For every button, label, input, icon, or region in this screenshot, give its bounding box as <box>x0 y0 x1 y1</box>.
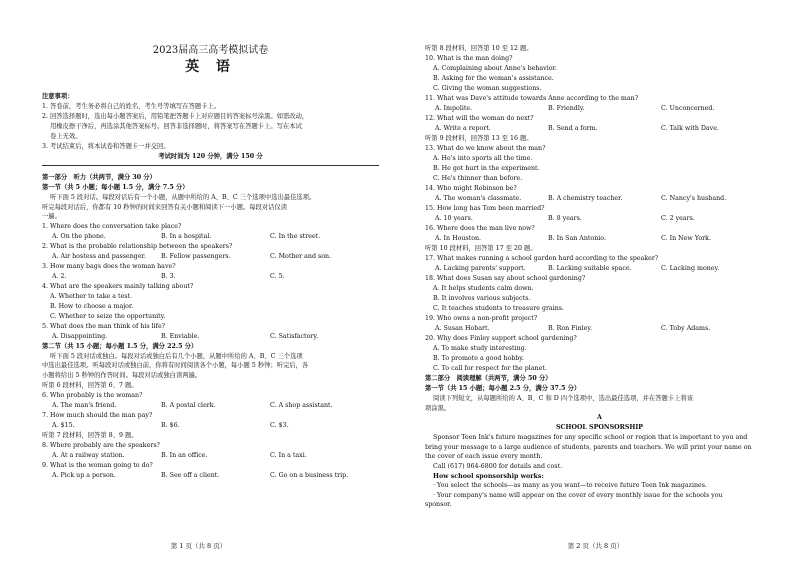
option: B. 8 years. <box>548 215 582 222</box>
material-heading: 听第 8 段材料，回答第 10 至 12 题。 <box>425 45 533 52</box>
passage-letter: A <box>597 414 602 422</box>
options-row <box>42 232 379 242</box>
note-line: 3. 考试结束后，将本试卷和答题卡一并交回。 <box>42 143 170 150</box>
instruction-line: 阅读下列短文，从每题所给的 A、B、C 和 D 四个选项中，选出最佳选项，并在答题卡上将该 <box>433 395 694 402</box>
page-footer: 第 2 页（共 8 页） <box>567 542 624 550</box>
options-row <box>425 324 774 334</box>
option: B. $6. <box>161 421 180 429</box>
question: 8. Where probably are the speakers? <box>42 441 160 449</box>
options-row <box>425 124 774 134</box>
option: C. Giving the woman suggestions. <box>433 85 542 92</box>
option: C. Whether to seize the opportunity. <box>50 312 166 320</box>
option: B. In an office. <box>161 451 208 459</box>
question: 20. Why does Finley support school gardening? <box>425 335 577 342</box>
option: B. Lacking suitable space. <box>548 265 632 272</box>
instruction-line: 一遍。 <box>42 213 61 221</box>
option: B. Fellow passengers. <box>161 252 231 260</box>
option: C. In New York. <box>661 235 711 242</box>
option: C. In the street. <box>270 232 321 240</box>
question: 3. How many bags does the woman have? <box>42 262 176 270</box>
section-heading: 第一节（共 15 小题；每小题 2.5 分，满分 37.5 分） <box>425 385 581 392</box>
question: 14. Who might Robinson be? <box>425 185 517 192</box>
question: 16. Where does the man live now? <box>425 225 535 232</box>
passage-line: bring your message to a large audience of students, parents and teachers. We will print your name on <box>425 443 752 451</box>
exam-title: 2023届高三高考模拟试卷 <box>152 45 269 56</box>
part-heading: 第二部分 阅读理解（共两节，满分 50 分） <box>425 375 552 382</box>
question: 10. What is the man doing? <box>425 55 513 62</box>
option: A. 10 years. <box>435 215 473 222</box>
option: A. Lacking parents' support. <box>435 265 526 272</box>
page-2 <box>397 0 794 562</box>
section-heading: 第二节（共 15 小题；每小题 1.5 分，满分 22.5 分） <box>42 342 198 350</box>
options-row <box>425 234 774 244</box>
option: B. Send a form. <box>548 125 598 132</box>
question: 15. How long has Tom been married? <box>425 205 545 212</box>
options-row <box>425 214 774 224</box>
time-line: 考试时间为 120 分钟，满分 150 分 <box>158 153 263 160</box>
option: B. To promote a good hobby. <box>433 355 525 362</box>
question: 18. What does Susan say about school gardening? <box>425 275 586 282</box>
options-row <box>42 332 379 342</box>
option: A. He's into sports all the time. <box>433 155 533 162</box>
page-footer: 第 1 页（共 8 页） <box>170 542 227 550</box>
question: 1. Where does the conversation take place? <box>42 222 182 230</box>
options-row <box>42 451 379 461</box>
question: 11. What was Dave's attitude towards Anne according to the man? <box>425 95 639 102</box>
option: C. It teaches students to treasure grains. <box>433 305 565 312</box>
material-heading: 听第 10 段材料，回答第 17 至 20 题。 <box>425 245 537 252</box>
option: A. The man's friend. <box>52 401 117 409</box>
passage-line: sponsor. <box>425 501 452 509</box>
options-row <box>42 272 379 282</box>
option: C. He's thinner than before. <box>433 175 523 182</box>
question: 4. What are the speakers mainly talking about? <box>42 282 194 290</box>
option: C. Mother and son. <box>270 252 332 260</box>
option: A. Pick up a person. <box>52 471 116 479</box>
option: B. How to choose a major. <box>50 302 134 310</box>
question: 7. How much should the man pay? <box>42 411 153 419</box>
divider <box>42 165 379 166</box>
option: B. Enviable. <box>161 332 200 340</box>
question: 19. Who owns a non-profit project? <box>425 315 538 322</box>
option: C. To call for respect for the planet. <box>433 365 547 372</box>
option: C. Talk with Dave. <box>661 125 719 132</box>
options-row <box>425 104 774 114</box>
option: B. He got hurt in the experiment. <box>433 165 540 172</box>
question: 17. What makes running a school garden hard according to the speaker? <box>425 255 659 262</box>
option: B. Friendly. <box>548 105 585 112</box>
question: 6. Who probably is the woman? <box>42 391 143 399</box>
instruction-line: 听下面 5 段对话。每段对话后有一个小题，从题中所给的 A、B、C 三个选项中选出最佳选项。 <box>50 194 316 201</box>
option: A. At a railway station. <box>52 451 125 459</box>
instruction-line: 项涂黑。 <box>425 404 451 412</box>
material-heading: 听第 6 段材料，回答第 6、7 题。 <box>42 381 138 389</box>
option: C. In a taxi. <box>270 451 307 459</box>
part-heading: 第一部分 听力（共两节，满分 30 分） <box>42 174 156 181</box>
instruction-line: 听完每段对话后，你都有 10 秒钟的时间来回答有关小题和阅读下一小题。每段对话仅读 <box>42 203 288 211</box>
option: A. Impolite. <box>435 105 473 112</box>
option: A. 2. <box>52 272 67 280</box>
instruction-line: 小题将给出 5 秒钟的作答时间。每段对话或独白读两遍。 <box>42 371 202 379</box>
option: C. 2 years. <box>661 215 695 222</box>
option: C. Lacking money. <box>661 265 720 272</box>
option: C. Go on a business trip. <box>270 471 349 479</box>
option: C. $3. <box>270 421 289 429</box>
passage-line: · Your company's name will appear on the cover of every monthly issue for the schools you <box>433 491 723 499</box>
option: B. It involves various subjects. <box>433 295 531 302</box>
passage-title: SCHOOL SPONSORSHIP <box>555 424 644 432</box>
option: B. A chemistry teacher. <box>548 195 623 202</box>
option: B. See off a client. <box>161 471 220 479</box>
instruction-line: 中选出最佳选项。听每段对话或独白前，你将有时间阅读各个小题，每小题 5 秒钟；听完后，各 <box>42 362 309 370</box>
option: A. Write a report. <box>435 125 491 132</box>
options-row <box>42 421 379 431</box>
question: 9. What is the woman going to do? <box>42 461 153 469</box>
material-heading: 听第 7 段材料，回答第 8、9 题。 <box>42 431 138 439</box>
option: A. $15. <box>52 421 75 429</box>
option: B. In San Antonio. <box>548 235 606 242</box>
option: B. Ron Finley. <box>548 325 593 332</box>
option: A. Whether to take a test. <box>50 292 133 300</box>
option: C. Satisfactory. <box>270 332 319 340</box>
note-line: 用橡皮擦干净后，再选涂其他答案标号。回答非选择题时，将答案写在答题卡上。写在本试 <box>50 123 302 130</box>
option: A. The woman's classmate. <box>435 195 522 202</box>
note-line: 2. 回答选择题时，选出每小题答案后，用铅笔把答题卡上对应题目的答案标号涂黑。如需改动， <box>42 113 309 120</box>
option: C. Unconcerned. <box>661 105 715 112</box>
section-heading: 第一节（共 5 小题；每小题 1.5 分，满分 7.5 分） <box>42 184 189 191</box>
option: A. Disappointing. <box>52 332 108 340</box>
question: 2. What is the probable relationship between the speakers? <box>42 242 233 250</box>
option: A. It helps students calm down. <box>433 285 534 292</box>
option: B. Asking for the woman's assistance. <box>433 75 554 82</box>
passage-line: Sponsor Teen Ink's future magazines for any specific school or region that is important to you and <box>433 434 748 442</box>
question: 12. What will the woman do next? <box>425 115 534 122</box>
question: 13. What do we know about the man? <box>425 145 546 152</box>
option: A. To make study interesting. <box>433 345 527 352</box>
option: A. Susan Hobart. <box>435 325 490 332</box>
question: 5. What does the man think of his life? <box>42 322 166 330</box>
passage-line: Call (617) 964-6800 for details and cost. <box>433 462 563 470</box>
options-row <box>42 401 379 411</box>
passage-subheading: How school sponsorship works: <box>433 472 544 480</box>
option: A. On the phone. <box>52 232 106 240</box>
options-row <box>42 471 379 481</box>
option: A. Air hostess and passenger. <box>52 252 146 260</box>
notes-heading: 注意事项： <box>42 93 74 100</box>
material-heading: 听第 9 段材料，回答第 13 至 16 题。 <box>425 135 533 142</box>
instruction-line: 听下面 5 段对话或独白。每段对话或独白后有几个小题，从题中所给的 A、B、C 三个选项 <box>50 352 303 360</box>
exam-subject: 英 语 <box>185 59 236 75</box>
note-line: 卷上无效。 <box>50 133 82 140</box>
note-line: 1. 答卷前，考生务必将自己的姓名、考生号等填写在答题卡上。 <box>42 103 221 110</box>
option: B. In a hospital. <box>161 232 212 240</box>
option: B. A postal clerk. <box>161 401 216 409</box>
option: C. 5. <box>270 272 285 280</box>
option: C. Nancy's husband. <box>661 195 727 202</box>
options-row <box>425 264 774 274</box>
options-row <box>425 194 774 204</box>
options-row <box>42 252 379 262</box>
option: C. A shop assistant. <box>270 401 333 409</box>
option: A. In Houston. <box>435 235 482 242</box>
option: B. 3. <box>161 272 176 280</box>
passage-line: · You select the schools—as many as you want—to receive future Teen Ink magazines. <box>433 482 707 490</box>
option: C. Toby Adams. <box>661 325 711 332</box>
option: A. Complaining about Anne's behavior. <box>433 65 557 72</box>
passage-line: the cover of each issue every month. <box>425 453 543 461</box>
